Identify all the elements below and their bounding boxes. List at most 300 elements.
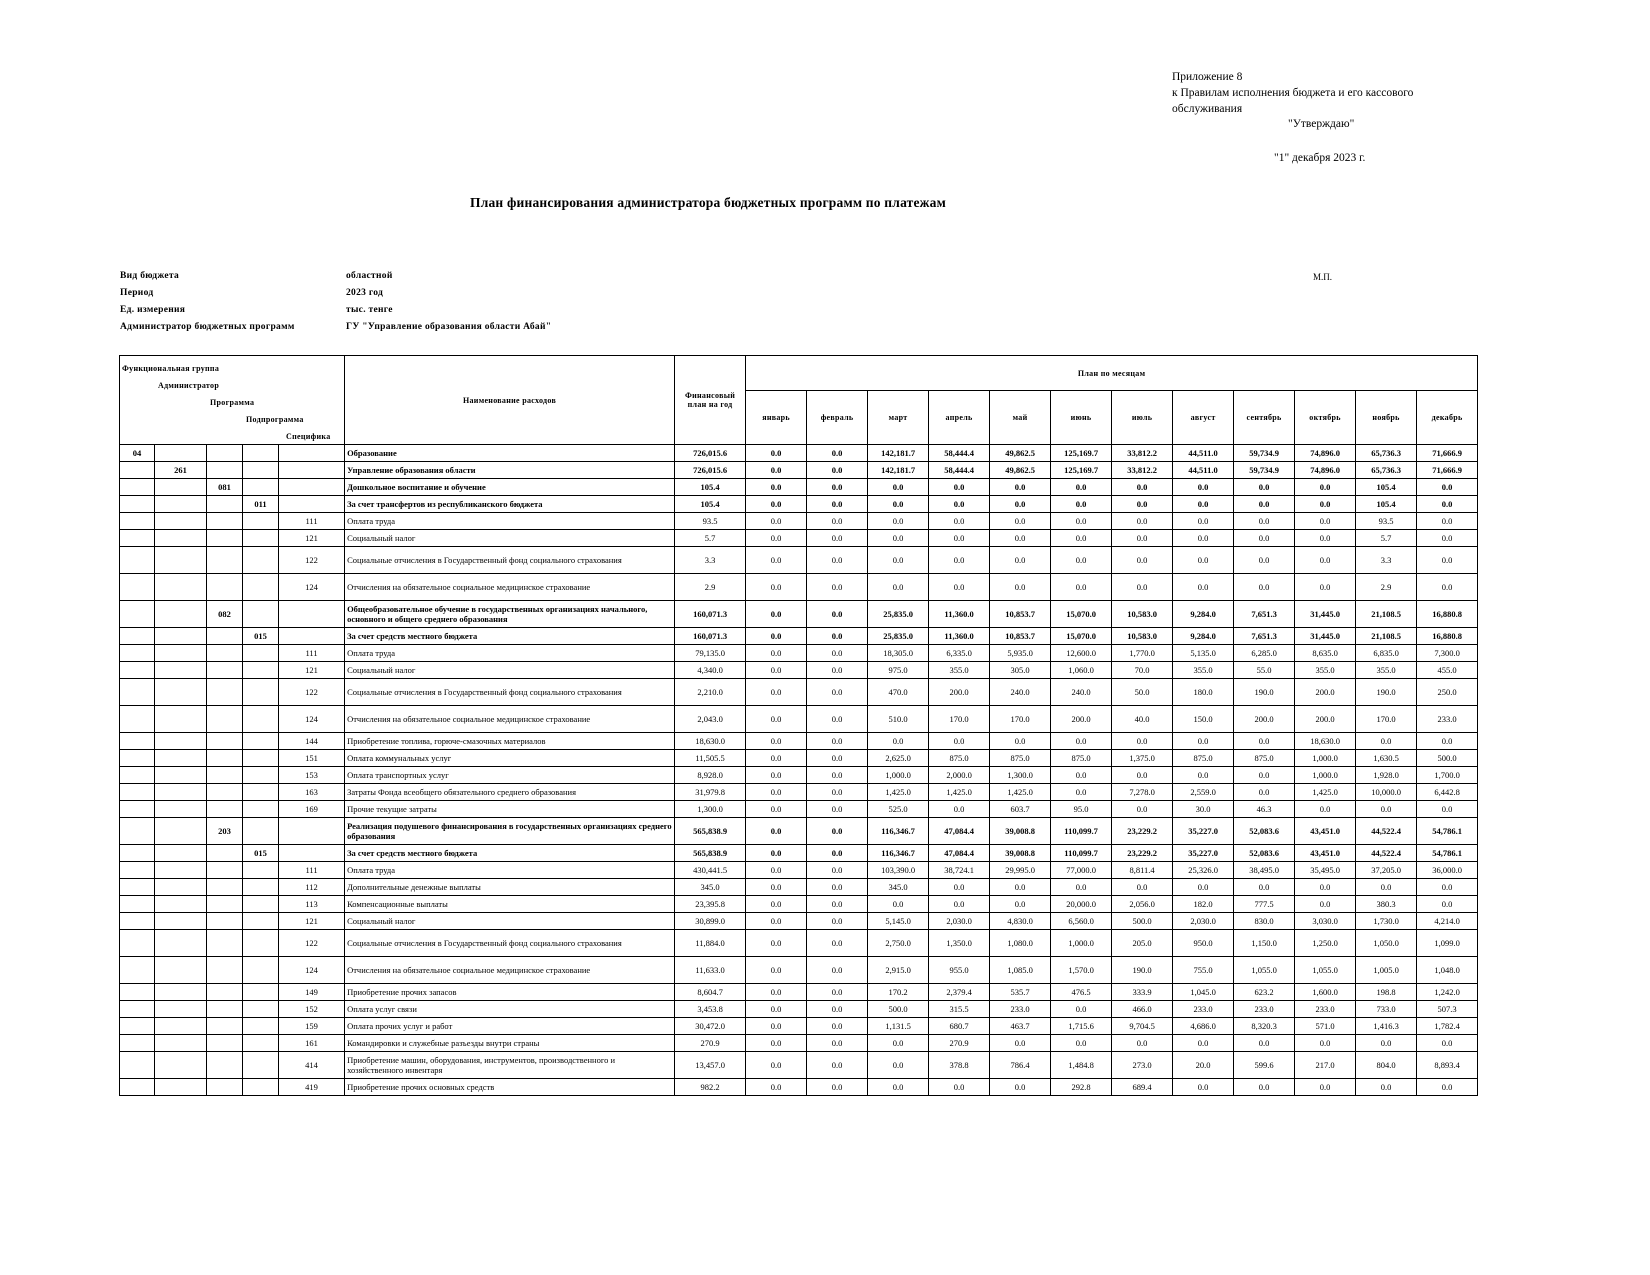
month-value-cell: 7,651.3: [1234, 601, 1295, 628]
budget-type-value: областной: [346, 271, 393, 281]
month-value-cell: 0.0: [1112, 496, 1173, 513]
code-cell: [207, 513, 243, 530]
month-value-cell: 525.0: [868, 801, 929, 818]
annual-plan-cell: 2,210.0: [675, 679, 746, 706]
month-value-cell: 170.2: [868, 984, 929, 1001]
month-value-cell: 0.0: [746, 845, 807, 862]
month-value-cell: 0.0: [868, 547, 929, 574]
month-value-cell: 0.0: [990, 496, 1051, 513]
month-value-cell: 0.0: [1234, 784, 1295, 801]
code-cell: [155, 767, 207, 784]
month-value-cell: 0.0: [990, 547, 1051, 574]
month-value-cell: 0.0: [990, 733, 1051, 750]
month-value-cell: 0.0: [746, 818, 807, 845]
code-cell: [155, 662, 207, 679]
code-cell: 112: [279, 879, 345, 896]
code-cell: 015: [243, 628, 279, 645]
month-value-cell: 1,250.0: [1295, 930, 1356, 957]
month-value-cell: 1,425.0: [929, 784, 990, 801]
header-months-group: План по месяцам: [746, 356, 1478, 391]
month-value-cell: 7,651.3: [1234, 628, 1295, 645]
month-value-cell: 0.0: [1173, 733, 1234, 750]
code-cell: [155, 706, 207, 733]
code-cell: [155, 784, 207, 801]
month-value-cell: 105.4: [1356, 496, 1417, 513]
month-value-cell: 0.0: [807, 862, 868, 879]
month-value-cell: 0.0: [1295, 801, 1356, 818]
month-value-cell: 0.0: [746, 1079, 807, 1096]
code-cell: [207, 628, 243, 645]
month-value-cell: 1,085.0: [990, 957, 1051, 984]
month-value-cell: 0.0: [1051, 1035, 1112, 1052]
month-value-cell: 0.0: [990, 513, 1051, 530]
month-value-cell: 52,083.6: [1234, 818, 1295, 845]
month-value-cell: 0.0: [990, 574, 1051, 601]
month-value-cell: 2,056.0: [1112, 896, 1173, 913]
code-cell: [279, 496, 345, 513]
month-value-cell: 0.0: [746, 1018, 807, 1035]
expense-name-cell: Отчисления на обязательное социальное медицинское страхование: [345, 574, 675, 601]
code-cell: [120, 1001, 155, 1018]
month-value-cell: 10,853.7: [990, 628, 1051, 645]
table-row: [120, 733, 1478, 750]
month-value-cell: 0.0: [1051, 496, 1112, 513]
code-cell: 082: [207, 601, 243, 628]
month-value-cell: 0.0: [807, 913, 868, 930]
code-cell: 414: [279, 1052, 345, 1079]
month-value-cell: 571.0: [1295, 1018, 1356, 1035]
annual-plan-cell: 93.5: [675, 513, 746, 530]
code-cell: 159: [279, 1018, 345, 1035]
month-value-cell: 0.0: [807, 818, 868, 845]
month-value-cell: 345.0: [868, 879, 929, 896]
month-value-cell: 2,559.0: [1173, 784, 1234, 801]
code-cell: [243, 1052, 279, 1079]
month-value-cell: 25,835.0: [868, 601, 929, 628]
code-cell: [207, 957, 243, 984]
month-value-cell: 623.2: [1234, 984, 1295, 1001]
header-specific: Специфика: [286, 432, 331, 441]
appendix-note: [1172, 69, 1492, 117]
month-value-cell: 0.0: [746, 645, 807, 662]
header-month: август: [1173, 391, 1234, 445]
month-value-cell: 603.7: [990, 801, 1051, 818]
code-cell: [243, 818, 279, 845]
month-value-cell: 110,099.7: [1051, 818, 1112, 845]
month-value-cell: 1,928.0: [1356, 767, 1417, 784]
month-value-cell: 10,583.0: [1112, 628, 1173, 645]
annual-plan-cell: 2.9: [675, 574, 746, 601]
month-value-cell: 39,008.8: [990, 845, 1051, 862]
annual-plan-cell: 160,071.3: [675, 628, 746, 645]
month-value-cell: 0.0: [990, 1035, 1051, 1052]
header-month: июль: [1112, 391, 1173, 445]
approve-text: "Утверждаю": [1288, 118, 1355, 130]
annual-plan-cell: 13,457.0: [675, 1052, 746, 1079]
code-cell: 111: [279, 513, 345, 530]
annual-plan-cell: 30,472.0: [675, 1018, 746, 1035]
table-row: [120, 645, 1478, 662]
month-value-cell: 233.0: [1417, 706, 1478, 733]
month-value-cell: 0.0: [1173, 513, 1234, 530]
code-cell: 04: [120, 445, 155, 462]
code-cell: [207, 845, 243, 862]
annual-plan-cell: 982.2: [675, 1079, 746, 1096]
month-value-cell: 0.0: [1295, 479, 1356, 496]
month-value-cell: 1,005.0: [1356, 957, 1417, 984]
month-value-cell: 170.0: [990, 706, 1051, 733]
month-value-cell: 0.0: [929, 547, 990, 574]
month-value-cell: 20.0: [1173, 1052, 1234, 1079]
month-value-cell: 0.0: [746, 862, 807, 879]
table-row: [120, 845, 1478, 862]
month-value-cell: 16,880.8: [1417, 628, 1478, 645]
stamp-label: М.П.: [1313, 272, 1333, 282]
month-value-cell: 333.9: [1112, 984, 1173, 1001]
month-value-cell: 11,360.0: [929, 601, 990, 628]
code-cell: [207, 574, 243, 601]
month-value-cell: 0.0: [1173, 530, 1234, 547]
annual-plan-cell: 4,340.0: [675, 662, 746, 679]
month-value-cell: 0.0: [1295, 513, 1356, 530]
month-value-cell: 0.0: [746, 879, 807, 896]
code-cell: [120, 957, 155, 984]
month-value-cell: 0.0: [746, 930, 807, 957]
month-value-cell: 0.0: [1417, 530, 1478, 547]
code-cell: 011: [243, 496, 279, 513]
code-cell: [120, 462, 155, 479]
month-value-cell: 0.0: [1295, 896, 1356, 913]
month-value-cell: 0.0: [1234, 733, 1295, 750]
month-value-cell: 6,560.0: [1051, 913, 1112, 930]
month-value-cell: 8,320.3: [1234, 1018, 1295, 1035]
month-value-cell: 5.7: [1356, 530, 1417, 547]
expense-name-cell: Социальный налог: [345, 662, 675, 679]
month-value-cell: 116,346.7: [868, 818, 929, 845]
month-value-cell: 47,084.4: [929, 845, 990, 862]
code-cell: 124: [279, 706, 345, 733]
month-value-cell: 5,145.0: [868, 913, 929, 930]
expense-name-cell: Прочие текущие затраты: [345, 801, 675, 818]
month-value-cell: 110,099.7: [1051, 845, 1112, 862]
month-value-cell: 0.0: [990, 879, 1051, 896]
month-value-cell: 180.0: [1173, 679, 1234, 706]
annual-plan-cell: 79,135.0: [675, 645, 746, 662]
month-value-cell: 305.0: [990, 662, 1051, 679]
code-cell: [155, 530, 207, 547]
code-cell: [155, 445, 207, 462]
code-cell: [120, 574, 155, 601]
month-value-cell: 58,444.4: [929, 462, 990, 479]
code-cell: [243, 862, 279, 879]
code-cell: [207, 662, 243, 679]
code-cell: [120, 818, 155, 845]
table-row: [120, 784, 1478, 801]
month-value-cell: 240.0: [1051, 679, 1112, 706]
month-value-cell: 0.0: [1173, 1035, 1234, 1052]
month-value-cell: 71,666.9: [1417, 445, 1478, 462]
code-cell: [243, 679, 279, 706]
month-value-cell: 59,734.9: [1234, 445, 1295, 462]
annual-plan-cell: 8,928.0: [675, 767, 746, 784]
month-value-cell: 125,169.7: [1051, 445, 1112, 462]
month-value-cell: 0.0: [868, 530, 929, 547]
code-cell: [243, 913, 279, 930]
month-value-cell: 0.0: [1295, 879, 1356, 896]
code-cell: [207, 496, 243, 513]
code-cell: [279, 628, 345, 645]
month-value-cell: 0.0: [746, 496, 807, 513]
month-value-cell: 0.0: [1173, 767, 1234, 784]
month-value-cell: 0.0: [1234, 574, 1295, 601]
month-value-cell: 0.0: [1356, 733, 1417, 750]
header-month: июнь: [1051, 391, 1112, 445]
code-cell: [155, 547, 207, 574]
month-value-cell: 1,770.0: [1112, 645, 1173, 662]
table-row: [120, 601, 1478, 628]
month-value-cell: 0.0: [1234, 513, 1295, 530]
month-value-cell: 35,227.0: [1173, 818, 1234, 845]
month-value-cell: 1,600.0: [1295, 984, 1356, 1001]
month-value-cell: 0.0: [1234, 479, 1295, 496]
month-value-cell: 1,080.0: [990, 930, 1051, 957]
code-cell: [243, 1035, 279, 1052]
month-value-cell: 0.0: [1173, 479, 1234, 496]
expense-name-cell: Приобретение прочих основных средств: [345, 1079, 675, 1096]
code-cell: [207, 1001, 243, 1018]
month-value-cell: 77,000.0: [1051, 862, 1112, 879]
month-value-cell: 0.0: [868, 733, 929, 750]
month-value-cell: 0.0: [1051, 574, 1112, 601]
code-cell: [207, 679, 243, 706]
code-cell: [120, 547, 155, 574]
month-value-cell: 875.0: [1234, 750, 1295, 767]
table-row: [120, 862, 1478, 879]
month-value-cell: 0.0: [807, 1001, 868, 1018]
code-cell: [120, 479, 155, 496]
month-value-cell: 0.0: [807, 733, 868, 750]
month-value-cell: 0.0: [1112, 733, 1173, 750]
appendix-line-2: к Правилам исполнения бюджета и его кассового: [1172, 87, 1414, 99]
month-value-cell: 0.0: [746, 706, 807, 733]
code-cell: [120, 750, 155, 767]
month-value-cell: 52,083.6: [1234, 845, 1295, 862]
header-subprogram: Подпрограмма: [246, 415, 304, 424]
code-cell: 144: [279, 733, 345, 750]
code-cell: [155, 645, 207, 662]
expense-name-cell: Приобретение машин, оборудования, инструментов, производственного и хозяйственного инвентаря: [345, 1052, 675, 1079]
month-value-cell: 830.0: [1234, 913, 1295, 930]
month-value-cell: 190.0: [1234, 679, 1295, 706]
document-title: План финансирования администратора бюджетных программ по платежам: [470, 195, 947, 210]
month-value-cell: 0.0: [1356, 879, 1417, 896]
month-value-cell: 0.0: [746, 913, 807, 930]
month-value-cell: 43,451.0: [1295, 818, 1356, 845]
month-value-cell: 0.0: [746, 547, 807, 574]
code-cell: [120, 767, 155, 784]
month-value-cell: 0.0: [1234, 1035, 1295, 1052]
header-admin: Администратор: [158, 381, 220, 390]
month-value-cell: 31,445.0: [1295, 601, 1356, 628]
month-value-cell: 0.0: [929, 896, 990, 913]
expense-name-cell: Социальные отчисления в Государственный фонд социального страхования: [345, 930, 675, 957]
table-row: [120, 1052, 1478, 1079]
code-headers-cell: [120, 356, 345, 445]
month-value-cell: 0.0: [746, 784, 807, 801]
month-value-cell: 0.0: [1295, 496, 1356, 513]
header-month: март: [868, 391, 929, 445]
code-cell: [207, 445, 243, 462]
month-value-cell: 31,445.0: [1295, 628, 1356, 645]
month-value-cell: 3,030.0: [1295, 913, 1356, 930]
month-value-cell: 18,305.0: [868, 645, 929, 662]
header-month: январь: [746, 391, 807, 445]
expense-name-cell: За счет трансфертов из республиканского бюджета: [345, 496, 675, 513]
table-row: [120, 984, 1478, 1001]
month-value-cell: 93.5: [1356, 513, 1417, 530]
month-value-cell: 0.0: [807, 1079, 868, 1096]
code-cell: [207, 896, 243, 913]
expense-name-cell: Социальные отчисления в Государственный фонд социального страхования: [345, 547, 675, 574]
month-value-cell: 0.0: [990, 530, 1051, 547]
month-value-cell: 70.0: [1112, 662, 1173, 679]
month-value-cell: 0.0: [807, 479, 868, 496]
table-row: [120, 679, 1478, 706]
month-value-cell: 0.0: [807, 679, 868, 706]
month-value-cell: 47,084.4: [929, 818, 990, 845]
code-cell: [155, 496, 207, 513]
expense-name-cell: Отчисления на обязательное социальное медицинское страхование: [345, 706, 675, 733]
month-value-cell: 1,242.0: [1417, 984, 1478, 1001]
code-cell: 122: [279, 930, 345, 957]
annual-plan-cell: 726,015.6: [675, 445, 746, 462]
code-cell: 121: [279, 662, 345, 679]
header-month: декабрь: [1417, 391, 1478, 445]
code-cell: [243, 645, 279, 662]
month-value-cell: 0.0: [807, 547, 868, 574]
code-cell: [120, 1035, 155, 1052]
month-value-cell: 65,736.3: [1356, 445, 1417, 462]
month-value-cell: 44,522.4: [1356, 845, 1417, 862]
code-cell: [155, 879, 207, 896]
code-cell: [243, 1079, 279, 1096]
month-value-cell: 0.0: [807, 513, 868, 530]
month-value-cell: 9,284.0: [1173, 628, 1234, 645]
code-cell: [120, 913, 155, 930]
month-value-cell: 463.7: [990, 1018, 1051, 1035]
expense-name-cell: Приобретение прочих запасов: [345, 984, 675, 1001]
month-value-cell: 292.8: [1051, 1079, 1112, 1096]
month-value-cell: 0.0: [1234, 530, 1295, 547]
code-cell: [155, 1018, 207, 1035]
code-cell: [207, 784, 243, 801]
month-value-cell: 1,715.6: [1051, 1018, 1112, 1035]
code-cell: 124: [279, 574, 345, 601]
month-value-cell: 0.0: [1295, 1079, 1356, 1096]
table-row: [120, 496, 1478, 513]
month-value-cell: 205.0: [1112, 930, 1173, 957]
header-month: ноябрь: [1356, 391, 1417, 445]
annual-plan-cell: 345.0: [675, 879, 746, 896]
admin-value: ГУ "Управление образования области Абай": [346, 322, 552, 332]
month-value-cell: 0.0: [990, 1079, 1051, 1096]
month-value-cell: 49,862.5: [990, 462, 1051, 479]
month-value-cell: 0.0: [746, 628, 807, 645]
month-value-cell: 0.0: [1356, 1035, 1417, 1052]
annual-plan-cell: 23,395.8: [675, 896, 746, 913]
month-value-cell: 5,935.0: [990, 645, 1051, 662]
month-value-cell: 0.0: [807, 984, 868, 1001]
month-value-cell: 0.0: [868, 1035, 929, 1052]
month-value-cell: 1,300.0: [990, 767, 1051, 784]
month-value-cell: 0.0: [868, 496, 929, 513]
month-value-cell: 50.0: [1112, 679, 1173, 706]
code-cell: [120, 662, 155, 679]
month-value-cell: 49,862.5: [990, 445, 1051, 462]
code-cell: [243, 930, 279, 957]
month-value-cell: 0.0: [746, 801, 807, 818]
month-value-cell: 510.0: [868, 706, 929, 733]
month-value-cell: 315.5: [929, 1001, 990, 1018]
month-value-cell: 355.0: [1295, 662, 1356, 679]
code-cell: [243, 706, 279, 733]
month-value-cell: 0.0: [1173, 879, 1234, 896]
code-cell: [155, 733, 207, 750]
month-value-cell: 0.0: [746, 896, 807, 913]
month-value-cell: 0.0: [1356, 801, 1417, 818]
month-value-cell: 2.9: [1356, 574, 1417, 601]
month-value-cell: 0.0: [929, 1079, 990, 1096]
month-value-cell: 786.4: [990, 1052, 1051, 1079]
month-value-cell: 0.0: [807, 628, 868, 645]
month-value-cell: 0.0: [868, 574, 929, 601]
month-value-cell: 0.0: [1234, 496, 1295, 513]
month-value-cell: 10,853.7: [990, 601, 1051, 628]
month-value-cell: 38,724.1: [929, 862, 990, 879]
month-value-cell: 170.0: [929, 706, 990, 733]
approval-date: "1" декабря 2023 г.: [1274, 152, 1366, 164]
month-value-cell: 0.0: [1112, 1035, 1173, 1052]
annual-plan-cell: 565,838.9: [675, 845, 746, 862]
month-value-cell: 1,375.0: [1112, 750, 1173, 767]
code-cell: [243, 662, 279, 679]
unit-value: тыс. тенге: [346, 305, 393, 315]
month-value-cell: 0.0: [1417, 574, 1478, 601]
month-value-cell: 250.0: [1417, 679, 1478, 706]
code-cell: [120, 930, 155, 957]
month-value-cell: 217.0: [1295, 1052, 1356, 1079]
month-value-cell: 0.0: [807, 930, 868, 957]
month-value-cell: 18,630.0: [1295, 733, 1356, 750]
annual-plan-cell: 3,453.8: [675, 1001, 746, 1018]
code-cell: [207, 1079, 243, 1096]
month-value-cell: 0.0: [1417, 513, 1478, 530]
month-value-cell: 9,704.5: [1112, 1018, 1173, 1035]
month-value-cell: 0.0: [1112, 574, 1173, 601]
annual-plan-cell: 5.7: [675, 530, 746, 547]
month-value-cell: 0.0: [1051, 530, 1112, 547]
month-value-cell: 0.0: [1173, 1079, 1234, 1096]
expense-name-cell: Приобретение топлива, горюче-смазочных материалов: [345, 733, 675, 750]
annual-plan-cell: 565,838.9: [675, 818, 746, 845]
month-value-cell: 1,099.0: [1417, 930, 1478, 957]
code-cell: [243, 984, 279, 1001]
code-cell: [120, 1018, 155, 1035]
month-value-cell: 0.0: [1295, 1035, 1356, 1052]
month-value-cell: 150.0: [1173, 706, 1234, 733]
month-value-cell: 1,570.0: [1051, 957, 1112, 984]
code-cell: [279, 479, 345, 496]
